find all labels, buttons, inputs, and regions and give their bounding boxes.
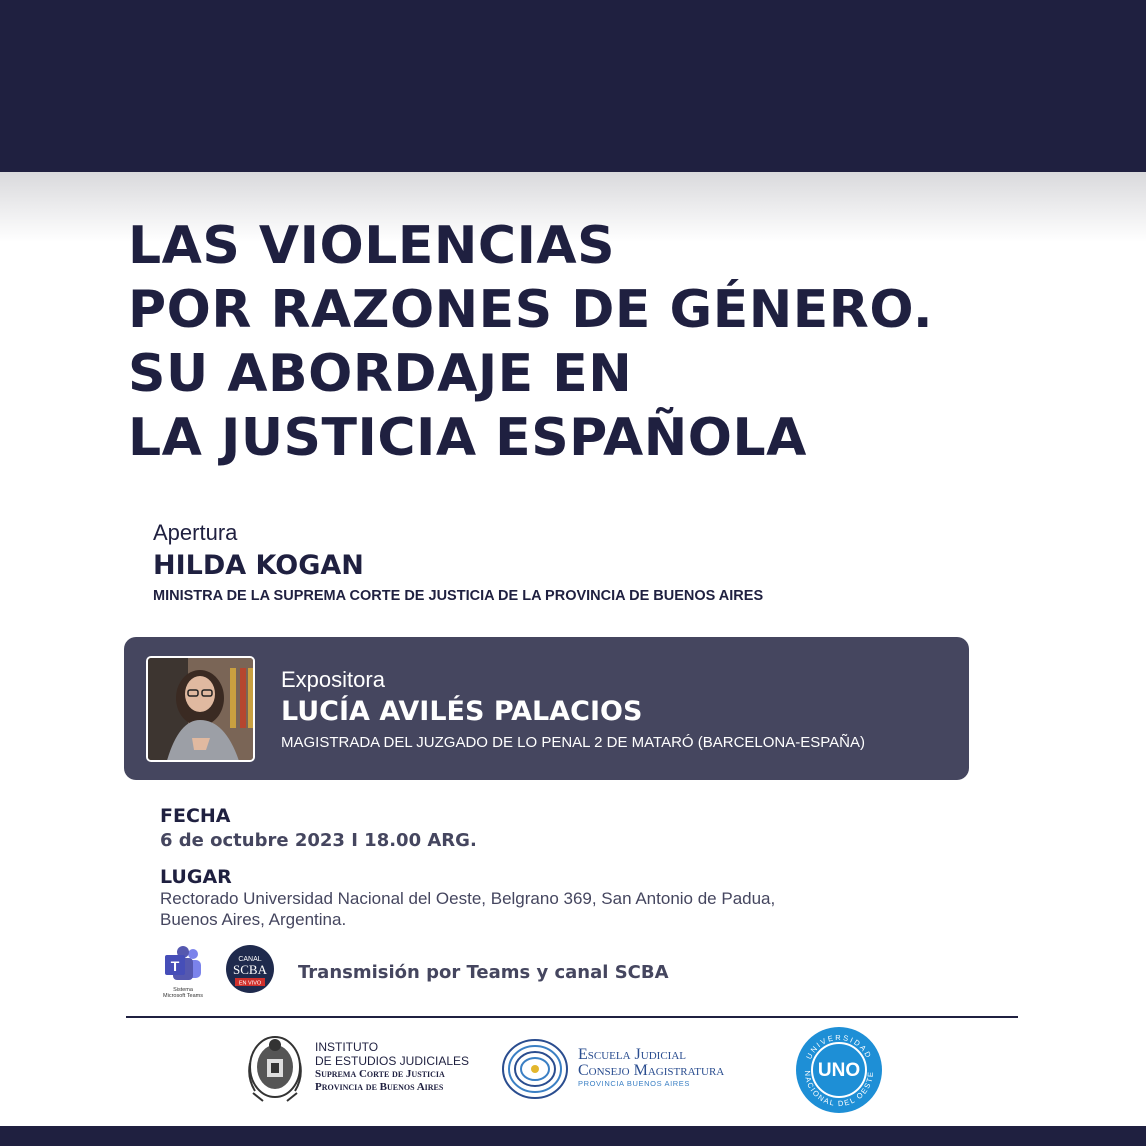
canal-main-text: SCBA: [233, 962, 267, 977]
ej-line-3: PROVINCIA BUENOS AIRES: [578, 1079, 690, 1088]
lugar-line-2: Buenos Aires, Argentina.: [160, 910, 347, 929]
speaker-card: [124, 637, 969, 780]
iej-line-1: INSTITUTO: [315, 1040, 379, 1054]
iej-crest-logo: [245, 1033, 305, 1105]
footer-band: [0, 1126, 1146, 1146]
uno-ring-bottom-text: NACIONAL DEL OESTE: [802, 1070, 876, 1109]
uno-logo: [795, 1026, 883, 1114]
uno-ring-top-text: UNIVERSIDAD: [804, 1033, 874, 1061]
expositora-name: LUCÍA AVILÉS PALACIOS: [281, 696, 643, 727]
escuela-judicial-text: [578, 1047, 724, 1089]
teams-icon: [163, 946, 203, 982]
uno-main-text: UNO: [817, 1060, 861, 1081]
iej-line-2: DE ESTUDIOS JUDICIALES: [315, 1054, 470, 1068]
title-line-2: POR RAZONES DE GÉNERO.: [128, 280, 934, 340]
header-band: [0, 0, 1146, 172]
apertura-label: Apertura: [153, 520, 238, 545]
canal-scba-logo: [225, 944, 275, 994]
title-line-4: LA JUSTICIA ESPAÑOLA: [128, 408, 807, 468]
apertura-position: MINISTRA DE LA SUPREMA CORTE DE JUSTICIA DE LA PROVINCIA DE BUENOS AIRES: [153, 588, 764, 604]
escuela-judicial-icon: [500, 1037, 570, 1101]
iej-text: [315, 1040, 469, 1094]
teams-caption-2: Microsoft Teams: [163, 993, 203, 999]
escuela-judicial-emblem: [500, 1037, 570, 1101]
iej-line-4: Provincia de Buenos Aires: [315, 1081, 444, 1093]
svg-text:T: T: [170, 958, 180, 974]
fecha-value: 6 de octubre 2023 I 18.00 ARG.: [160, 830, 477, 851]
teams-logo: [160, 946, 206, 1000]
lugar-line-1: Rectorado Universidad Nacional del Oeste, Belgrano 369, San Antonio de Padua,: [160, 889, 776, 908]
speaker-portrait-image: [148, 658, 255, 762]
uno-icon: [795, 1026, 883, 1114]
iej-line-3: Suprema Corte de Justicia: [315, 1068, 445, 1080]
crest-icon: [245, 1033, 305, 1105]
fecha-label: FECHA: [160, 805, 231, 827]
canal-top-text: CANAL: [238, 956, 262, 963]
title-line-3: SU ABORDAJE EN: [128, 344, 633, 404]
teams-caption-1: Sistema: [173, 987, 193, 993]
event-title: [128, 214, 1088, 470]
ej-line-1: Escuela Judicial: [578, 1046, 686, 1063]
transmision-text: Transmisión por Teams y canal SCBA: [298, 962, 669, 983]
expositora-position: MAGISTRADA DEL JUZGADO DE LO PENAL 2 DE MATARÓ (BARCELONA-ESPAÑA): [281, 734, 866, 751]
canal-badge-text: EN VIVO: [238, 980, 262, 987]
canal-scba-icon: [225, 944, 275, 994]
ej-line-2: Consejo Magistratura: [578, 1062, 725, 1079]
footer-divider: [126, 1016, 1018, 1018]
expositora-label: Expositora: [281, 667, 385, 692]
title-line-1: LAS VIOLENCIAS: [128, 216, 616, 276]
apertura-name: HILDA KOGAN: [153, 550, 364, 581]
lugar-label: LUGAR: [160, 866, 232, 888]
speaker-photo: [146, 656, 255, 762]
